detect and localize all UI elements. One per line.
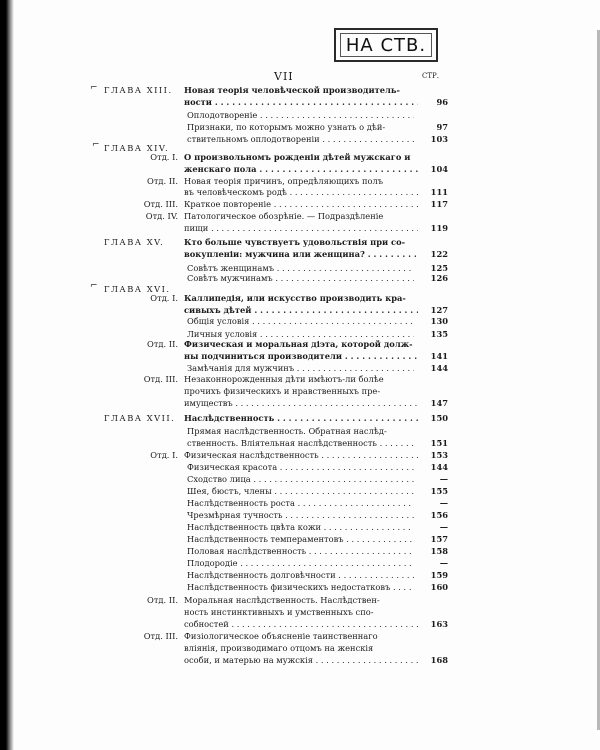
entry-title: Каллипедія, или искусство производить кра- — [184, 293, 406, 303]
section-label: Отд. II. — [147, 339, 178, 349]
toc-row — [0, 594, 600, 606]
page-number: 158 — [430, 546, 448, 556]
page-folio: VII — [274, 70, 294, 83]
entry-title: прочихъ физическихъ и нравственныхъ пре- — [184, 386, 381, 396]
toc-row — [0, 397, 600, 409]
entry-title: Оплодотвореніе . . . — [187, 109, 414, 121]
entry-title: Замѣчанія для мужчинъ . . . — [187, 362, 414, 374]
page-number: 117 — [430, 199, 448, 209]
page-number: 111 — [430, 187, 448, 197]
entry-title: ствительномъ оплодотвореніи . . . — [187, 133, 414, 145]
entry-title: Наслѣдственность . . . — [184, 412, 418, 424]
entry-title: Прямая наслѣдственность. Обратная наслѣд- — [187, 426, 387, 436]
section-label: Отд. I. — [150, 152, 178, 162]
pencil-mark-icon: ⌐ — [92, 140, 100, 150]
page-number: — — [439, 522, 448, 532]
entry-title: Совѣтъ женщинамъ . . . — [187, 262, 414, 274]
entry-title: собностей . . . — [184, 618, 418, 630]
chapter-label: ГЛАВА XV. — [104, 237, 165, 247]
entry-title: Новая теорія причинъ, опредѣляющихъ полъ — [184, 176, 384, 186]
toc-row — [0, 509, 600, 521]
toc-row — [0, 338, 600, 350]
entry-title: Кто больше чувствуетъ удовольствія при со- — [184, 237, 406, 247]
page-number: 155 — [430, 486, 448, 496]
entry-title: Половая наслѣдственность . . . — [187, 545, 414, 557]
toc-row — [0, 606, 600, 618]
page-number: 119 — [430, 223, 448, 233]
page-number: 126 — [430, 273, 448, 283]
entry-title: Физическая наслѣдственность . . . — [184, 449, 418, 461]
page-number: 96 — [436, 97, 448, 107]
entry-title: имуществъ . . . — [184, 397, 418, 409]
toc-row — [0, 292, 600, 304]
page-number: 135 — [430, 329, 448, 339]
entry-title: Общія условія . . . — [187, 315, 414, 327]
toc-row — [0, 222, 600, 234]
page-number: 159 — [430, 570, 448, 580]
toc-row — [0, 425, 600, 437]
toc-row — [0, 557, 600, 569]
toc-row — [0, 449, 600, 461]
toc-row — [0, 96, 600, 108]
entry-title: Совѣтъ мужчинамъ . . . — [187, 272, 414, 284]
entry-title: ны подчиниться производители . . . — [184, 350, 418, 362]
toc-row — [0, 497, 600, 509]
toc-row — [0, 533, 600, 545]
page-number: — — [439, 558, 448, 568]
page-number: 130 — [430, 316, 448, 326]
page-number: 151 — [430, 438, 448, 448]
page-number: — — [439, 498, 448, 508]
toc-row — [0, 618, 600, 630]
pencil-mark-icon: ⌐ — [90, 281, 98, 291]
toc-row — [0, 151, 600, 163]
page-number: 168 — [430, 655, 448, 665]
page-number: 125 — [430, 263, 448, 273]
section-label: Отд. III. — [143, 199, 178, 209]
entry-title: Незаконнорожденныя дѣти имѣютъ-ли болѣе — [184, 374, 384, 384]
entry-title: ности . . . — [184, 96, 418, 108]
toc-row — [0, 210, 600, 222]
page-number: 160 — [430, 582, 448, 592]
section-label: Отд. II. — [147, 595, 178, 605]
entry-title: Наслѣдственность долговѣчности . . . — [187, 569, 414, 581]
page-number: 127 — [430, 305, 448, 315]
toc-row — [0, 630, 600, 642]
chapter-label: ГЛАВА XIV. — [104, 143, 170, 153]
section-label: Отд. I. — [150, 450, 178, 460]
toc-row — [0, 581, 600, 593]
entry-title: Шея, бюстъ, члены . . . — [187, 485, 414, 497]
toc-row — [0, 121, 600, 133]
entry-title: Личныя условія . . . — [187, 328, 414, 340]
pencil-mark-icon: ⌐ — [90, 83, 98, 93]
chapter-label: ГЛАВА XIII. — [104, 85, 173, 95]
chapter-label: ГЛАВА XVII. — [104, 413, 176, 423]
toc-row — [0, 350, 600, 362]
page-number: 150 — [430, 413, 448, 423]
toc-row — [0, 236, 600, 248]
toc-row — [0, 654, 600, 666]
entry-title: Наслѣдственность цвѣта кожи . . . — [187, 521, 414, 533]
toc-row — [0, 485, 600, 497]
toc-row — [0, 186, 600, 198]
entry-title: Патологическое обозрѣніе. — Подраздѣленіе — [184, 211, 384, 221]
toc-row — [0, 545, 600, 557]
page-number: 144 — [430, 462, 448, 472]
toc-row — [0, 473, 600, 485]
page-number: 153 — [430, 450, 448, 460]
entry-title: Наслѣдственность роста . . . — [187, 497, 414, 509]
entry-title: Краткое повтореніе . . . — [184, 198, 418, 210]
toc-row — [0, 84, 600, 96]
entry-title: ственность. Вліятельная наслѣдственность . . . — [187, 437, 414, 449]
entry-title: пищи . . . — [184, 222, 418, 234]
section-label: Отд. III. — [143, 374, 178, 384]
page-number: — — [439, 474, 448, 484]
toc-row — [0, 198, 600, 210]
entry-title: Наслѣдственность темпераментовъ . . . — [187, 533, 414, 545]
entry-title: Физическая и моральная діэта, которой долж- — [184, 339, 413, 349]
page-number: 163 — [430, 619, 448, 629]
toc-row — [0, 521, 600, 533]
page-number: 97 — [436, 122, 448, 132]
page-number: 103 — [430, 134, 448, 144]
entry-title: сивыхъ дѣтей . . . — [184, 304, 418, 316]
entry-title: Новая теорія человѣческой производитель- — [184, 85, 400, 95]
toc-row — [0, 109, 600, 121]
entry-title: Физіологическое объясненіе таинственнаго — [184, 631, 378, 641]
section-label: Отд. III. — [143, 631, 178, 641]
entry-title: женскаго пола . . . — [184, 163, 418, 175]
toc-row — [0, 163, 600, 175]
entry-title: Плодородіе . . . — [187, 557, 414, 569]
entry-title: Чрезмѣрная тучность . . . — [187, 509, 414, 521]
toc-row — [0, 437, 600, 449]
entry-title: Признаки, по которымъ можно узнать о дѣй- — [187, 122, 386, 132]
section-label: Отд. II. — [147, 176, 178, 186]
page-number: 122 — [430, 249, 448, 259]
toc-row — [0, 385, 600, 397]
page-number: 157 — [430, 534, 448, 544]
entry-title: особи, и матерью на мужскія . . . — [184, 654, 418, 666]
page-number: 104 — [430, 164, 448, 174]
entry-title: О произвольномъ рожденіи дѣтей мужскаго и — [184, 152, 411, 162]
toc-row — [0, 642, 600, 654]
entry-title: вокупленіи: мужчина или женщина? . . . — [184, 248, 418, 260]
page-number: 141 — [430, 351, 448, 361]
section-label: Отд. IV. — [145, 211, 178, 221]
page-number: 147 — [430, 398, 448, 408]
page-column-header: СТР. — [422, 72, 439, 80]
toc-row — [0, 569, 600, 581]
entry-title: Сходство лица . . . — [187, 473, 414, 485]
toc-row — [0, 412, 600, 424]
toc-row — [0, 248, 600, 260]
entry-title: вліянія, производимаго отцомъ на женскія — [184, 643, 374, 653]
entry-title: Моральная наслѣдственность. Наслѣдствен- — [184, 595, 380, 605]
entry-title: въ человѣческомъ родѣ . . . — [184, 186, 418, 198]
chapter-label: ГЛАВА XVI. — [104, 284, 171, 294]
entry-title: Наслѣдственность физическихъ недостатковъ . . . — [187, 581, 414, 593]
toc-row — [0, 373, 600, 385]
page-number: 156 — [430, 510, 448, 520]
section-label: Отд. I. — [150, 293, 178, 303]
toc-row — [0, 461, 600, 473]
entry-title: Физическая красота . . . — [187, 461, 414, 473]
entry-title: ность инстинктивныхъ и умственныхъ спо- — [184, 607, 374, 617]
page-number: 144 — [430, 363, 448, 373]
toc-row — [0, 315, 600, 327]
library-stamp: НА СТВ. — [334, 28, 438, 62]
